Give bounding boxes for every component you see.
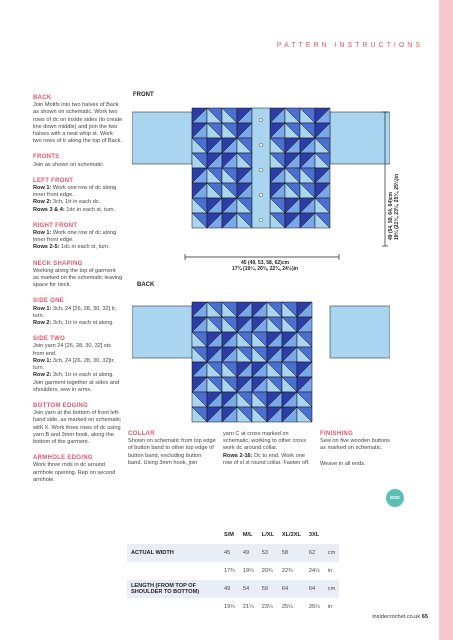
instruction-text: Working along the top of garment as marked on the schematic leaving space for neck. (33, 267, 123, 289)
instruction-body (33, 268, 123, 290)
unit-cell: cm (324, 580, 339, 598)
back-label: BACK (137, 282, 155, 288)
page-footer (372, 614, 428, 620)
instruction-body (33, 185, 123, 214)
front-label: FRONT (133, 92, 154, 98)
instruction-text: Work three rnds in dc around armhole opening. Rep on second armhole. (33, 462, 116, 483)
size-value: 64 (278, 580, 305, 598)
width-in: 17¾ (19¼, 20¾, 22¾, 24½)in (231, 266, 299, 272)
finishing-body1: Sew on five wooden buttons as marked on schematic. (320, 438, 390, 452)
row-text: 1dc in each st, turn. (66, 206, 116, 213)
collar-title: COLLAR (128, 431, 155, 437)
size-header: XL/2XL (278, 526, 305, 544)
collar-rows-label: Rows 2-16: (223, 452, 253, 459)
motif-square (222, 302, 252, 332)
motif-square (222, 198, 252, 228)
finishing-title: FINISHING (320, 431, 354, 437)
instruction-text: Join Motifs into two halves of Back as shown on schematic. Work two rows of dc on inside sides (to create line down middle) and join the two halves with a neat whip st. Work two rows of tr along the top of Back. (33, 102, 123, 145)
row-text: 1dc in each st, turn. (60, 244, 110, 251)
motif-square (192, 138, 222, 168)
size-value: 23¼ (261, 604, 273, 610)
instruction-title: LEFT FRONT (33, 177, 74, 184)
instruction-text: Join yarn 24 [26, 28, 30, 32] sts from end. (33, 343, 112, 357)
size-header: M/L (239, 526, 258, 544)
collar-section (128, 431, 216, 467)
size-header: 3XL (305, 526, 324, 544)
instruction-title: NECK SHAPING (33, 260, 83, 267)
instruction-body (33, 306, 123, 328)
instruction-text: Join as shown on schematic. (33, 161, 105, 168)
front-schematic (132, 100, 390, 240)
motif-square (192, 332, 222, 362)
row-label: Rows 2-5: (33, 244, 60, 251)
size-value: 58 (278, 544, 305, 562)
row-label: Row 1: (33, 357, 52, 364)
width-cm: 45 (49, 53, 58, 62)cm (240, 260, 290, 266)
motif-square (192, 108, 222, 138)
row-label: Rows 3 & 4: (33, 206, 65, 213)
instruction-title: SIDE TWO (33, 336, 66, 343)
finishing-section (320, 431, 390, 468)
row-label: Row 2: (33, 199, 52, 206)
size-value: 19¼ (224, 604, 235, 610)
instructions-column (33, 95, 123, 493)
row-text: 3ch, 24 [26, 28, 30, 32]tr, turn. (33, 357, 115, 372)
row-label: Row 1: (33, 185, 52, 192)
length-in: 19¼ (21¼, 23¼, 25¼, 25¼)in (394, 173, 400, 240)
motif-square (300, 198, 330, 228)
unit-cell: cm (324, 544, 339, 562)
motif-square (252, 302, 282, 332)
row-label: ACTUAL WIDTH (127, 544, 220, 562)
motif-square (282, 302, 312, 332)
size-value: 21¼ (242, 604, 254, 610)
size-value: 25¼ (308, 604, 320, 610)
instruction-title: ARMHOLE EDGING (33, 455, 93, 462)
width-measurement (200, 260, 330, 272)
size-header (127, 526, 220, 544)
sleeve-panel (132, 112, 192, 164)
row-label (127, 562, 220, 580)
size-value: 53 (258, 544, 278, 562)
motif-square (300, 138, 330, 168)
size-value: 17¾ (224, 568, 235, 574)
sleeve-panel (132, 306, 192, 358)
size-value: 45 (220, 544, 239, 562)
length-arrow (382, 110, 388, 248)
footer-site: insidecrochet.co.uk (372, 614, 421, 620)
size-value: 49 (220, 580, 239, 598)
motif-square (282, 362, 312, 392)
motif-square (222, 332, 252, 362)
motif-square (222, 138, 252, 168)
table-row (127, 580, 339, 598)
row-label: Row 1: (33, 305, 52, 312)
row-text: 3ch, 1tr in each st along. (52, 320, 114, 327)
button-marker (259, 118, 263, 122)
row-label: LENGTH (FROM TOP OF SHOULDER TO BOTTOM) (127, 580, 220, 598)
instruction-title: SIDE ONE (33, 298, 65, 305)
unit-cell: in (327, 568, 333, 574)
size-value: 24½ (308, 568, 320, 574)
size-value: 22¾ (281, 568, 293, 574)
unit-cell: in (327, 604, 333, 610)
size-value: 62 (305, 544, 324, 562)
motif-square (192, 362, 222, 392)
length-cm: 49 (54, 59, 64, 64)cm (388, 191, 394, 240)
button-marker (259, 193, 263, 197)
motif-square (222, 168, 252, 198)
motif-square (282, 392, 312, 422)
sleeve-panel (330, 112, 390, 164)
back-schematic (132, 294, 390, 434)
instruction-body (33, 410, 123, 446)
instruction-title: BACK (33, 95, 52, 101)
row-label (127, 598, 220, 616)
page-number: 65 (421, 614, 428, 620)
motif-square (270, 198, 300, 228)
row-text: Work one row of dc along inner front edge. (33, 185, 117, 199)
motif-square (270, 138, 300, 168)
table-row (127, 598, 339, 616)
size-header: S/M (220, 526, 239, 544)
row-label: Row 1: (33, 230, 52, 237)
instruction-title: RIGHT FRONT (33, 222, 78, 229)
motif-square (222, 392, 252, 422)
motif-square (192, 392, 222, 422)
button-band (252, 108, 270, 228)
finishing-body2: Weave in all ends. (320, 460, 366, 467)
size-value: 49 (239, 544, 258, 562)
instruction-body (33, 343, 123, 393)
instruction-body (33, 462, 123, 484)
row-text: 3ch, 1tr in each dc. (52, 199, 101, 206)
motif-square (300, 108, 330, 138)
motif-square (282, 332, 312, 362)
instruction-title: BOTTOM EDGING (33, 402, 89, 409)
row-label: Row 2: (33, 372, 52, 379)
motif-square (192, 198, 222, 228)
motif-square (252, 392, 282, 422)
motif-square (252, 362, 282, 392)
length-measurement (388, 174, 400, 240)
table-row (127, 562, 339, 580)
instruction-title: FRONTS (33, 154, 60, 161)
table-row (127, 544, 339, 562)
instruction-text: Join yarn at the bottom of front left-hand side, as marked on schematic with X. Work three rows of dc using yarn B and 3mm hook, along the bottom of the garment. (33, 410, 121, 445)
collar-cont-body2: Dc to end. Work one row of sl st round collar. Fasten off. (223, 452, 310, 466)
motif-square (300, 168, 330, 198)
motif-square (192, 168, 222, 198)
size-value: 25¼ (281, 604, 293, 610)
size-header (324, 526, 339, 544)
button-marker (259, 218, 263, 222)
size-value: 19¼ (242, 568, 254, 574)
button-marker (259, 168, 263, 172)
motif-square (222, 108, 252, 138)
motif-square (270, 108, 300, 138)
collar-cont-body1: yarn C at cross marked on schematic, working to other cross work dc around collar. (223, 431, 307, 452)
row-text: 3ch, 1tr in each st along. Join garment together at sides and shoulders, sew in arms. (33, 372, 120, 393)
row-text: 3ch, 24 [26, 28, 30, 32] tr, turn. (33, 305, 117, 319)
instruction-body (33, 102, 123, 145)
collar-continued (223, 431, 311, 467)
sleeve-panel (330, 306, 390, 358)
collar-body: Shown on schematic from top edge of button band to other top edge of button band, excluding button band. Using 3mm hook, join (128, 438, 216, 466)
button-marker (259, 143, 263, 147)
page-edge-bar (439, 0, 453, 640)
size-table (127, 526, 339, 616)
row-label: Row 2: (33, 320, 52, 327)
motif-square (192, 302, 222, 332)
size-header: L/XL (258, 526, 278, 544)
instruction-body (33, 230, 123, 252)
row-text: Work one row of dc along inner front edge. (33, 230, 117, 244)
motif-square (222, 362, 252, 392)
width-arrow (183, 254, 341, 260)
size-value: 64 (305, 580, 324, 598)
instruction-body (33, 162, 123, 169)
size-value: 20¾ (261, 568, 273, 574)
section-header: PATTERN INSTRUCTIONS (276, 42, 423, 49)
end-badge: END (386, 489, 404, 507)
size-value: 54 (239, 580, 258, 598)
motif-square (270, 168, 300, 198)
motif-square (252, 332, 282, 362)
size-value: 59 (258, 580, 278, 598)
